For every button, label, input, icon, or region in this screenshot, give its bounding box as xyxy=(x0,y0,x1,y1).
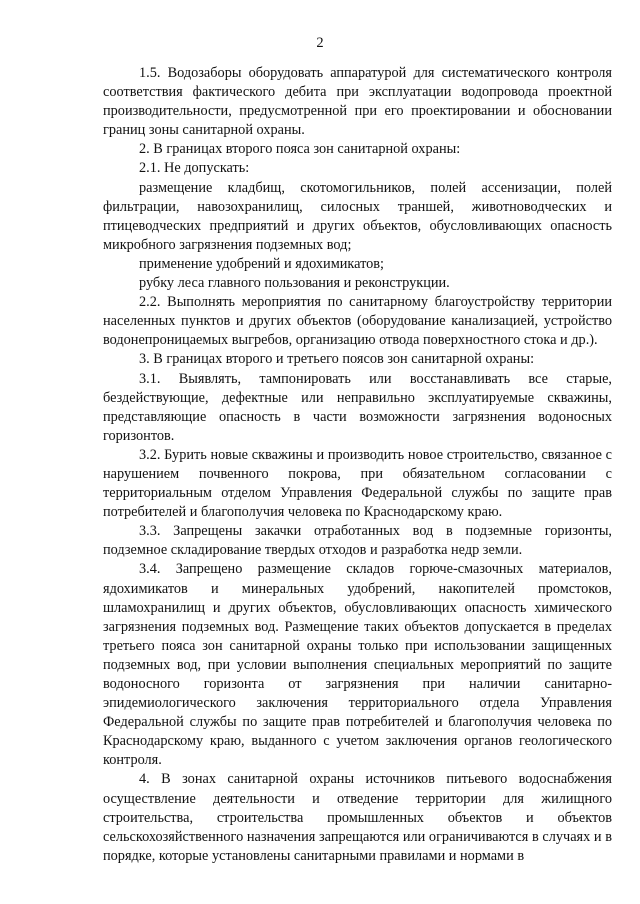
paragraph-3-4: 3.4. Запрещено размещение складов горюче-смазочных материалов, ядохимикатов и минеральных удобрений, накопителей промстоков, шламохранилищ и других объектов, обусловливающих опасность химического загрязнения подземных вод. Размещение таких объектов допускается в пределах третьего пояса зон санитарной охраны только при использовании защищенных подземных вод, при условии выполнения специальных мероприятий по защите водоносного горизонта от загрязнения при наличии санитарно-эпидемиологического заключения территориального отдела Управления Федеральной службы по защите прав потребителей и благополучия человека по Краснодарскому краю, выданного с учетом заключения органов геологического контроля. xyxy=(103,561,612,769)
page-number: 2 xyxy=(316,35,324,51)
paragraph-2-1-item-1: размещение кладбищ, скотомогильников, полей ассенизации, полей фильтрации, навозохранилищ, силосных траншей, животноводческих и птицеводческих предприятий и других объектов, обусловливающих опасность микробного загрязнения подземных вод; xyxy=(103,179,612,253)
paragraph-2-1-item-3: рубку леса главного пользования и реконструкции. xyxy=(139,275,450,292)
paragraph-2-2: 2.2. Выполнять мероприятия по санитарному благоустройству территории населенных пунктов и других объектов (оборудование канализацией, устройство водонепроницаемых выгребов, организацию отвода поверхностного стока и др.). xyxy=(103,294,612,349)
document-body xyxy=(103,64,612,866)
paragraph-3-heading: 3. В границах второго и третьего поясов зон санитарной охраны: xyxy=(139,351,535,368)
paragraph-4: 4. В зонах санитарной охраны источников питьевого водоснабжения осуществление деятельности и отведение территории для жилищного строительства, строительства промышленных объектов и объектов сельскохозяйственного назначения запрещаются или ограничиваются в случаях и в порядке, которые установлены санитарными правилами и нормами в xyxy=(103,771,612,864)
paragraph-3-3: 3.3. Запрещены закачки отработанных вод в подземные горизонты, подземное складирование твердых отходов и разработка недр земли. xyxy=(103,523,612,559)
paragraph-2-heading: 2. В границах второго пояса зон санитарной охраны: xyxy=(139,141,461,158)
paragraph-2-1: 2.1. Не допускать: xyxy=(139,160,250,177)
paragraph-1-5: 1.5. Водозаборы оборудовать аппаратурой для систематического контроля соответствия фактического дебита при эксплуатации водопровода проектной производительности, предусмотренной при его проектировании и обосновании границ зоны санитарной охраны. xyxy=(103,65,612,139)
paragraph-2-1-item-2: применение удобрений и ядохимикатов; xyxy=(139,255,385,272)
paragraph-3-2: 3.2. Бурить новые скважины и производить новое строительство, связанное с нарушением почвенного покрова, при обязательном согласовании с территориальным отделом Управления Федеральной службы по защите прав потребителей и благополучия человека по Краснодарскому краю. xyxy=(103,446,612,521)
paragraph-3-1: 3.1. Выявлять, тампонировать или восстанавливать все старые, бездействующие, дефектные или неправильно эксплуатируемые скважины, представляющие опасность в части возможности загрязнения водоносных горизонтов. xyxy=(103,370,612,444)
